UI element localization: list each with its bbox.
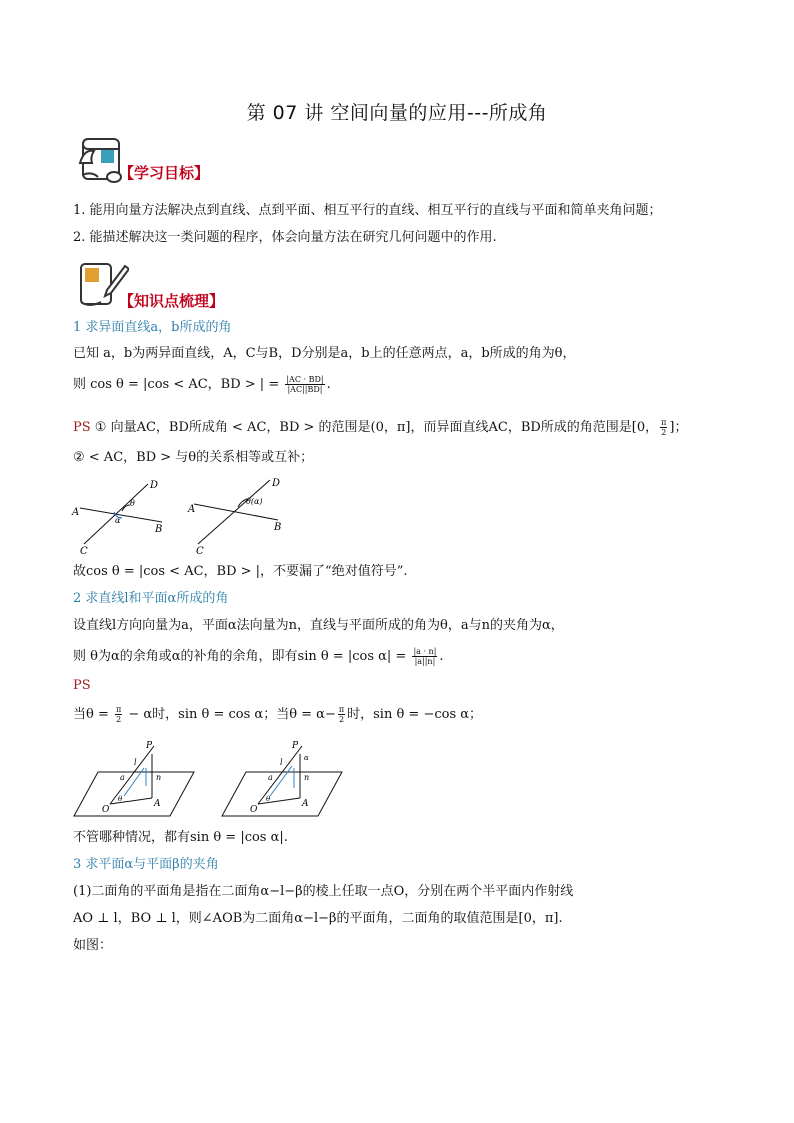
fig2-left-n: n bbox=[156, 773, 162, 782]
fig2-right-a: a bbox=[268, 773, 273, 782]
fig1-left-alpha: α bbox=[115, 516, 121, 525]
fig1-right-theta: θ(α) bbox=[246, 497, 263, 506]
fig2-right-alpha: α bbox=[304, 754, 309, 762]
fig2-right-theta: θ bbox=[266, 795, 271, 803]
part2-ps-label: PS bbox=[73, 678, 91, 693]
part2-formula-suffix: . bbox=[439, 649, 444, 664]
fig2-left-O: O bbox=[102, 805, 110, 815]
fig2-left-l: l bbox=[134, 758, 137, 767]
learning-goal-2: 2. 能描述解决这一类问题的程序，体会向量方法在研究几何问题中的作用. bbox=[73, 230, 497, 245]
part1-heading: 1 求异面直线a，b所成的角 bbox=[73, 320, 232, 335]
part1-ps1-text: ① 向量AC，BD所成角 < AC，BD > 的范围是(0，π]，而异面直线AC，BD所成的角范围是[0， bbox=[94, 420, 659, 435]
part2-case-frac-num-2: π bbox=[338, 705, 345, 714]
part1-conclusion: 故cos θ = |cos < AC，BD > |，不要漏了“绝对值符号”. bbox=[73, 564, 408, 579]
learning-goal-1: 1. 能用向量方法解决点到直线、点到平面、相互平行的直线、相互平行的直线与平面和简单夹角问题； bbox=[73, 203, 662, 218]
part2-case-prefix: 当θ = bbox=[73, 707, 113, 722]
part3-line3: 如图： bbox=[73, 938, 113, 953]
fig1-left-A: A bbox=[72, 507, 80, 518]
fig1-right-C: C bbox=[196, 546, 204, 556]
knowledge-banner: 【知识点梳理】 bbox=[119, 292, 225, 310]
fig2-right-A: A bbox=[302, 799, 309, 809]
part1-formula bbox=[73, 370, 331, 400]
fig2-right-n: n bbox=[304, 773, 310, 782]
fig1-right-A: A bbox=[188, 504, 196, 515]
part2-formula-fraction bbox=[412, 647, 437, 666]
part1-formula-suffix: . bbox=[326, 377, 331, 392]
part1-formula-num: |AC · BD| bbox=[286, 375, 324, 384]
part2-case-fraction-1 bbox=[115, 705, 122, 724]
part2-heading: 2 求直线l和平面α所成的角 bbox=[73, 591, 229, 606]
fig1-left-B: B bbox=[155, 524, 163, 535]
fig2-left-A: A bbox=[154, 799, 161, 809]
fig2-right-l: l bbox=[280, 758, 283, 767]
part3-heading: 3 求平面α与平面β的夹角 bbox=[73, 857, 219, 872]
fig2-left-a: a bbox=[120, 773, 125, 782]
part1-formula-prefix: 则 cos θ = |cos < AC，BD > | = bbox=[73, 377, 284, 392]
part1-ps1-frac-den: 2 bbox=[661, 428, 667, 437]
part2-formula bbox=[73, 642, 444, 672]
fig1-right-D: D bbox=[272, 478, 281, 489]
part1-formula-den: |AC||BD| bbox=[287, 385, 323, 394]
part2-conclusion: 不管哪种情况，都有sin θ = |cos α|. bbox=[73, 830, 288, 845]
part2-formula-den: |a||n| bbox=[414, 657, 436, 666]
learning-goals-banner: 【学习目标】 bbox=[119, 164, 210, 182]
part1-ps2: ② < AC，BD > 与θ的关系相等或互补； bbox=[73, 450, 314, 465]
fig1-right-B: B bbox=[274, 522, 282, 533]
page-title: 第 07 讲 空间向量的应用---所成角 bbox=[246, 102, 548, 124]
fig2-right-P: P bbox=[292, 741, 299, 751]
part1-line1: 已知 a，b为两异面直线，A，C与B，D分别是a，b上的任意两点，a，b所成的角为θ， bbox=[73, 346, 576, 361]
part2-case-mid1: − α时，sin θ = cos α；当θ = α− bbox=[124, 707, 336, 722]
part3-line2: AO ⊥ l，BO ⊥ l，则∠AOB为二面角α−l−β的平面角，二面角的取值范围是[0，π]. bbox=[73, 911, 563, 926]
fig1-left-theta: θ bbox=[130, 499, 135, 508]
part2-cases bbox=[73, 700, 482, 730]
part1-ps-label: PS bbox=[73, 420, 91, 435]
part1-ps1 bbox=[73, 418, 687, 438]
fig2-left-P: P bbox=[146, 741, 153, 751]
part2-case-frac-den-2: 2 bbox=[338, 715, 345, 724]
line-plane-figure bbox=[70, 738, 370, 822]
part2-case-frac-den-1: 2 bbox=[116, 715, 122, 724]
part1-ps1-fraction bbox=[660, 418, 667, 437]
part2-line1: 设直线l方向向量为a，平面α法向量为n，直线与平面所成的角为θ，a与n的夹角为α， bbox=[73, 618, 564, 633]
part3-line1: (1)二面角的平面角是指在二面角α−l−β的棱上任取一点O，分别在两个半平面内作射线 bbox=[73, 884, 574, 899]
part1-ps1-end: ]； bbox=[669, 420, 688, 435]
skew-lines-figure bbox=[70, 474, 300, 556]
part2-case-frac-num-1: π bbox=[115, 705, 122, 714]
part2-formula-prefix: 则 θ为α的余角或α的补角的余角，即有sin θ = |cos α| = bbox=[73, 649, 411, 664]
fig1-left-D: D bbox=[150, 480, 159, 491]
part2-formula-num: |a · n| bbox=[413, 647, 437, 656]
fig2-right-O: O bbox=[250, 805, 258, 815]
part2-case-mid2: 时，sin θ = −cos α； bbox=[347, 707, 483, 722]
part1-formula-fraction bbox=[285, 375, 324, 394]
fig2-left-theta: θ bbox=[118, 795, 123, 803]
fig1-left-C: C bbox=[80, 546, 88, 556]
part1-ps1-frac-num: π bbox=[661, 418, 667, 427]
part2-case-fraction-2 bbox=[338, 705, 345, 724]
